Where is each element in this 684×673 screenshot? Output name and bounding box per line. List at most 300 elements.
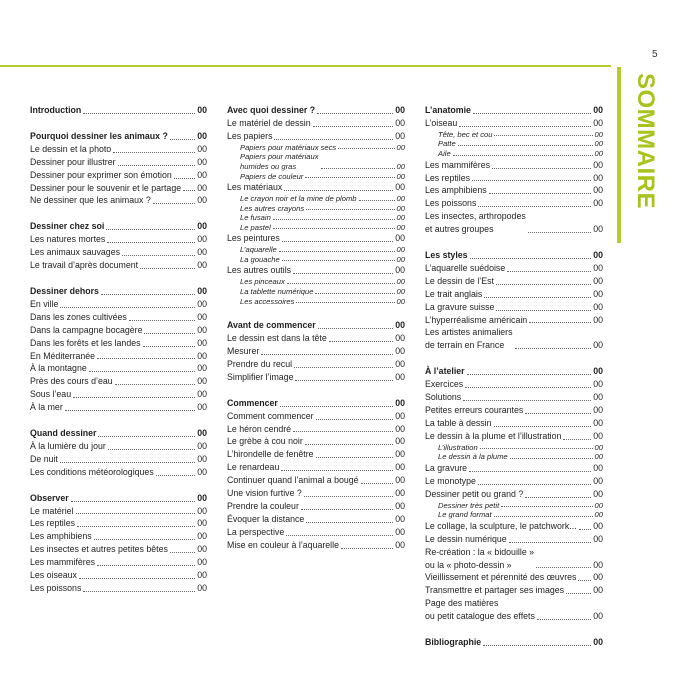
toc-item (30, 530, 207, 543)
entry-title: Prendre du recul (227, 358, 293, 369)
page-ref: 00 (396, 161, 405, 171)
toc-heading (425, 365, 603, 378)
toc-item (227, 117, 405, 130)
entry-title: Dessiner petit ou grand ? (425, 488, 524, 499)
dot-leader (113, 152, 195, 153)
entry-title: Les pinceaux (240, 277, 285, 287)
dot-leader (313, 126, 394, 127)
dot-leader (537, 619, 591, 620)
toc-item (425, 288, 603, 301)
dot-leader (361, 483, 394, 484)
entry-title: La table à dessin (425, 417, 492, 428)
page-ref: 00 (396, 213, 405, 223)
entry-title: Introduction (30, 105, 82, 115)
toc-item (30, 569, 207, 582)
toc-item (30, 375, 207, 388)
toc-item (30, 259, 207, 272)
toc-subitem (227, 297, 405, 307)
entry-title: Une vision furtive ? (227, 488, 302, 499)
toc-item (425, 417, 603, 430)
page-ref: 00 (197, 505, 207, 516)
dot-leader (578, 580, 591, 581)
dot-leader (459, 126, 591, 127)
entry-title: Les oiseaux (30, 570, 77, 581)
page-ref: 00 (395, 488, 405, 499)
page-ref: 00 (395, 500, 405, 511)
dot-leader (515, 348, 592, 349)
page-ref: 00 (593, 462, 603, 473)
page-ref: 00 (395, 371, 405, 382)
page-ref: 00 (593, 417, 603, 428)
toc-item (227, 526, 405, 539)
entry-title: Le matériel (30, 505, 74, 516)
toc-item (227, 332, 405, 345)
page-ref: 00 (197, 247, 207, 258)
dot-leader (305, 444, 393, 445)
sidebar (617, 67, 657, 243)
dot-leader (170, 552, 195, 553)
entry-title: Le dessin à la plume (438, 452, 508, 462)
dot-leader (494, 135, 592, 136)
dot-leader (115, 384, 196, 385)
entry-title: Dessiner pour illustrer (30, 156, 116, 167)
dot-leader (279, 251, 395, 252)
entry-title: Les mammifères (425, 159, 491, 170)
toc-subitem (227, 143, 405, 153)
dot-leader (463, 400, 591, 401)
dot-leader (536, 567, 591, 568)
toc-subitem (425, 130, 603, 140)
dot-leader (98, 436, 195, 437)
page-ref: 00 (395, 410, 405, 421)
entry-title: Les peintures (227, 233, 280, 244)
entry-title: L’oiseau (425, 117, 458, 128)
page-ref: 00 (593, 488, 603, 499)
entry-title: Bibliographie (425, 637, 482, 648)
toc-item (227, 423, 405, 436)
entry-title: Les insectes et autres petites bêtes (30, 544, 168, 555)
toc-subitem (227, 213, 405, 223)
page-ref: 00 (593, 611, 603, 622)
page-ref: 00 (594, 139, 603, 149)
page-ref: 00 (197, 557, 207, 568)
dot-leader (293, 273, 393, 274)
dot-leader (359, 200, 395, 201)
entry-title: Les insectes, arthropodes et autres groupes (425, 211, 526, 235)
toc-item (227, 358, 405, 371)
toc-heading (425, 636, 603, 649)
entry-title: À l’atelier (425, 366, 465, 377)
toc-subitem (425, 149, 603, 159)
toc-subitem (425, 510, 603, 520)
dot-leader (525, 497, 591, 498)
page-ref: 00 (395, 513, 405, 524)
dot-leader (106, 229, 195, 230)
dot-leader (282, 241, 393, 242)
toc-heading (30, 285, 207, 298)
page-ref: 00 (197, 376, 207, 387)
entry-title: L’anatomie (425, 105, 471, 115)
toc-subitem (425, 139, 603, 149)
toc-item (227, 181, 405, 194)
page-ref: 00 (593, 105, 603, 115)
toc-subitem (227, 287, 405, 297)
toc-item (30, 388, 207, 401)
toc-item (425, 172, 603, 185)
entry-title: Exercices (425, 379, 464, 390)
entry-title: La gouache (240, 254, 280, 264)
entry-title: Pourquoi dessiner les animaux ? (30, 130, 168, 141)
entry-title: En Méditerranée (30, 350, 96, 361)
page-ref: 00 (593, 430, 603, 441)
dot-leader (294, 367, 393, 368)
page-ref: 00 (594, 500, 603, 510)
sidebar-title: SOMMAIRE (632, 73, 659, 209)
dot-leader (579, 529, 592, 530)
page-ref: 00 (593, 533, 603, 544)
entry-title: Simplifier l’image (227, 371, 294, 382)
page-ref: 00 (396, 142, 405, 152)
entry-title: Le monotype (425, 475, 476, 486)
page-ref: 00 (593, 475, 603, 486)
entry-title: À la lumière du jour (30, 440, 106, 451)
dot-leader (60, 462, 195, 463)
page-ref: 00 (197, 518, 207, 529)
entry-title: En ville (30, 298, 59, 309)
page-ref: 00 (197, 105, 207, 115)
entry-title: Dessiner pour exprimer son émotion (30, 169, 172, 180)
toc-heading (30, 427, 207, 440)
toc-subitem (227, 223, 405, 233)
toc-item (30, 556, 207, 569)
page-ref: 00 (396, 277, 405, 287)
dot-leader (316, 419, 394, 420)
entry-title: Petites erreurs courantes (425, 405, 524, 415)
entry-title: Solutions (425, 392, 462, 403)
entry-title: Les conditions météorologiques (30, 466, 154, 477)
entry-title: Tête, bec et cou (438, 129, 493, 139)
entry-title: Le renardeau (227, 462, 280, 473)
toc-column-3 (425, 104, 603, 662)
entry-title: Quand dessiner (30, 428, 97, 439)
entry-title: Papiers de couleur (240, 171, 304, 181)
toc-subitem (227, 172, 405, 182)
dot-leader (65, 410, 195, 411)
toc-item (30, 350, 207, 363)
entry-title: Le dessin numérique (425, 533, 507, 544)
entry-title: Le dessin est dans la tête (227, 333, 327, 344)
page-ref: 00 (197, 440, 207, 451)
toc-item (30, 401, 207, 414)
toc-subitem (425, 452, 603, 462)
toc-item (425, 391, 603, 404)
entry-title: Prendre la couleur (227, 500, 299, 511)
toc-item (425, 210, 603, 236)
dot-leader (60, 307, 195, 308)
toc-subitem (425, 501, 603, 511)
page-ref: 00 (197, 285, 207, 296)
dot-leader (315, 293, 394, 294)
dot-leader (496, 284, 591, 285)
dot-leader (338, 148, 394, 149)
toc-section (425, 104, 603, 236)
toc-section (425, 365, 603, 623)
dot-leader (306, 522, 393, 523)
page-ref: 00 (594, 129, 603, 139)
page-ref: 00 (197, 324, 207, 335)
entry-title: Avant de commencer (227, 320, 316, 331)
dot-leader (472, 180, 591, 181)
page-ref: 00 (395, 475, 405, 486)
dot-leader (140, 268, 195, 269)
entry-title: Les amphibiens (425, 185, 487, 196)
dot-leader (287, 283, 395, 284)
dot-leader (83, 591, 195, 592)
dot-leader (79, 578, 195, 579)
toc-item (227, 500, 405, 513)
page-ref: 00 (593, 366, 603, 377)
toc-item (425, 159, 603, 172)
page-ref: 00 (197, 583, 207, 593)
page-ref: 00 (593, 275, 603, 286)
entry-title: Avec quoi dessiner ? (227, 105, 316, 115)
toc-item (30, 311, 207, 324)
page-ref: 00 (197, 169, 207, 180)
toc-item (30, 194, 207, 207)
toc-column-2 (227, 104, 405, 565)
page-ref: 00 (396, 286, 405, 296)
page-ref: 00 (395, 105, 405, 115)
toc-item (425, 262, 603, 275)
toc-item (227, 539, 405, 552)
page-ref: 00 (197, 234, 207, 245)
dot-leader (318, 328, 394, 329)
dot-leader (496, 310, 591, 311)
toc-item (30, 246, 207, 259)
entry-title: Aile (438, 149, 451, 158)
entry-title: Les artistes animaliers de terrain en France (425, 327, 513, 351)
dot-leader (467, 374, 592, 375)
entry-title: Le crayon noir et la mine de plomb (240, 194, 357, 203)
dot-leader (507, 271, 591, 272)
entry-title: Dessiner pour le souvenir et le partage (30, 182, 182, 193)
entry-title: Les papiers (227, 130, 273, 141)
entry-title: Dessiner dehors (30, 285, 99, 296)
page-ref: 00 (395, 265, 405, 276)
entry-title: Les natures mortes (30, 234, 106, 245)
dot-leader (469, 471, 591, 472)
dot-leader (509, 542, 592, 543)
dot-leader (284, 190, 393, 191)
entry-title: Dessiner très petit (438, 500, 500, 510)
toc-heading (30, 492, 207, 505)
dot-leader (83, 113, 195, 114)
dot-leader (156, 475, 195, 476)
dot-leader (478, 206, 591, 207)
page-ref: 00 (395, 345, 405, 356)
entry-title: Le dessin à la plume et l’illustration (425, 430, 562, 441)
toc-item (425, 301, 603, 314)
dot-leader (525, 413, 591, 414)
dot-leader (316, 457, 394, 458)
toc-item (30, 362, 207, 375)
page-ref: 00 (197, 531, 207, 542)
dot-leader (101, 294, 195, 295)
entry-title: La gravure (425, 462, 468, 473)
entry-title: Dans la campagne bocagère (30, 324, 143, 335)
dot-leader (97, 565, 195, 566)
dot-leader (282, 260, 395, 261)
toc-subitem (227, 152, 405, 171)
entry-title: Comment commencer (227, 410, 314, 421)
toc-heading (227, 104, 405, 117)
toc-section (30, 285, 207, 414)
entry-title: À la mer (30, 402, 63, 413)
toc-item (425, 275, 603, 288)
entry-title: Page des matières ou petit catalogue des effets (425, 598, 535, 622)
top-rule (0, 65, 611, 67)
entry-title: Les autres outils (227, 265, 292, 276)
toc-heading (227, 319, 405, 332)
entry-title: Papiers pour matériaux secs (240, 142, 337, 152)
toc-item (425, 404, 603, 417)
toc-section (227, 319, 405, 384)
dot-leader (478, 484, 591, 485)
entry-title: L’hirondelle de fenêtre (227, 449, 314, 460)
dot-leader (295, 380, 393, 381)
entry-title: L’illustration (438, 442, 478, 452)
entry-title: Ne dessiner que les animaux ? (30, 195, 151, 206)
toc-subitem (227, 255, 405, 265)
dot-leader (89, 371, 195, 372)
dot-leader (122, 255, 195, 256)
dot-leader (453, 155, 593, 156)
dot-leader (183, 190, 195, 191)
page-ref: 00 (395, 539, 405, 550)
entry-title: Le pastel (240, 222, 271, 232)
dot-leader (293, 431, 393, 432)
toc-section (30, 492, 207, 595)
dot-leader (77, 526, 195, 527)
entry-title: Sous l’eau (30, 389, 72, 400)
toc-section (227, 397, 405, 552)
dot-leader (317, 113, 393, 114)
dot-leader (143, 346, 196, 347)
entry-title: Mise en couleur à l’aquarelle (227, 539, 339, 550)
page-ref: 00 (593, 520, 603, 531)
toc-section (30, 220, 207, 272)
toc-section (30, 427, 207, 479)
toc-subitem (227, 194, 405, 204)
dot-leader (273, 228, 395, 229)
entry-title: Évoquer la distance (227, 513, 305, 524)
sidebar-accent-bar (617, 67, 621, 243)
page-ref: 00 (593, 572, 603, 583)
toc-item (425, 378, 603, 391)
toc-item (425, 430, 603, 443)
page-ref: 00 (197, 402, 207, 413)
toc-item (30, 324, 207, 337)
page-ref: 00 (395, 182, 405, 193)
page-ref: 00 (197, 260, 207, 271)
dot-leader (71, 501, 196, 502)
dot-leader (76, 513, 196, 514)
entry-title: Les poissons (425, 198, 477, 209)
toc-subitem (227, 277, 405, 287)
dot-leader (563, 439, 591, 440)
entry-title: De nuit (30, 453, 58, 464)
entry-title: Re-création : la « bidouille » ou la « photo-dessin » (425, 546, 535, 570)
dot-leader (97, 358, 195, 359)
toc-item (30, 182, 207, 195)
dot-leader (489, 193, 592, 194)
toc-item (227, 232, 405, 245)
page-ref: 00 (197, 182, 207, 193)
toc-item (425, 475, 603, 488)
dot-leader (465, 387, 591, 388)
page-ref: 00 (197, 544, 207, 555)
toc-section (425, 249, 603, 352)
entry-title: Vieillissement et pérennité des œuvres (425, 572, 577, 583)
toc-item (30, 143, 207, 156)
entry-title: Les autres crayons (240, 203, 305, 213)
toc-item (30, 156, 207, 169)
page-ref: 00 (395, 423, 405, 434)
entry-title: Commencer (227, 397, 278, 408)
page-ref: 00 (594, 149, 603, 158)
page-ref: 00 (593, 224, 603, 235)
dot-leader (286, 535, 393, 536)
page-ref: 00 (197, 492, 207, 503)
toc-section (30, 104, 207, 117)
dot-leader (329, 341, 393, 342)
entry-title: Le fusain (240, 213, 271, 223)
page-ref: 00 (396, 222, 405, 232)
entry-title: L’hyperréalisme américain (425, 314, 528, 325)
toc-heading (425, 249, 603, 262)
entry-title: Les reptiles (425, 172, 470, 183)
page-ref: 00 (395, 233, 405, 244)
dot-leader (73, 397, 195, 398)
page-ref: 00 (395, 526, 405, 537)
toc-item (227, 371, 405, 384)
entry-title: Les styles (425, 250, 468, 261)
toc-heading (30, 220, 207, 233)
entry-title: L’aquarelle suédoise (425, 262, 506, 273)
toc-item (30, 298, 207, 311)
dot-leader (473, 113, 591, 114)
toc-item (30, 440, 207, 453)
page-ref: 00 (197, 195, 207, 206)
dot-leader (280, 406, 393, 407)
dot-leader (170, 139, 195, 140)
dot-leader (108, 449, 195, 450)
page-ref: 00 (593, 198, 603, 209)
entry-title: La perspective (227, 526, 285, 537)
toc-section (425, 636, 603, 649)
page-ref: 00 (594, 442, 603, 452)
page-ref: 00 (593, 159, 603, 170)
page-ref: 00 (395, 397, 405, 408)
toc-item (425, 117, 603, 130)
page-ref: 00 (593, 185, 603, 196)
toc-item (30, 582, 207, 595)
page-ref: 00 (593, 340, 603, 351)
page-ref: 00 (395, 449, 405, 460)
toc-item (30, 466, 207, 479)
page-ref: 00 (594, 510, 603, 520)
page-ref: 00 (396, 245, 405, 255)
